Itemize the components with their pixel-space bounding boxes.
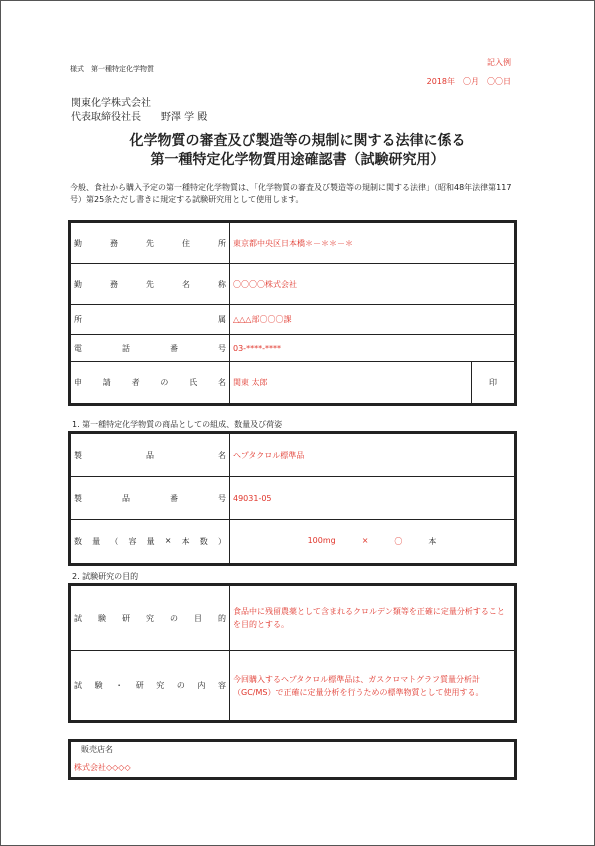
product-table (70, 433, 515, 564)
label-char: 勤 (74, 238, 82, 248)
content-value[interactable]: 今回購入するヘプタクロル標準品は、ガスクロマトグラフ質量分析計（GC/MS）で正確に定量分析を行うための標準物質として使用する。 (230, 651, 515, 721)
label-char: 番 (170, 493, 178, 503)
product-number-label (71, 477, 230, 520)
document-title-line2: 第一種特定化学物質用途確認書（試験研究用） (150, 152, 445, 168)
applicant-table (70, 222, 515, 404)
label-char: 本 (181, 537, 190, 546)
label-char: 務 (110, 279, 118, 289)
label-char: 番 (170, 343, 178, 353)
label-char: の (160, 378, 169, 387)
label-char: 究 (146, 613, 154, 623)
product-name-value[interactable]: ヘプタクロル標準品 (230, 434, 515, 477)
address-value[interactable]: 東京都中央区日本橋＊－＊＊－＊ (230, 223, 515, 264)
content-label (71, 651, 230, 721)
label-char: ） (217, 537, 226, 546)
purpose-value[interactable]: 食品中に残留農薬として含まれるクロルデン類等を正確に定量分析することを目的とする。 (230, 586, 515, 651)
applicant-name-label (71, 362, 230, 404)
quantity-label (71, 520, 230, 564)
label-char: 所 (74, 315, 82, 324)
quantity-amount: 100mg (307, 536, 336, 545)
label-char: （ (110, 537, 119, 546)
label-char: 先 (146, 279, 154, 289)
quantity-count: 〇 (394, 537, 403, 546)
label-char: 験 (98, 613, 106, 623)
label-char: 申 (74, 378, 82, 387)
label-char: 究 (156, 681, 165, 690)
label-char: 研 (122, 613, 130, 623)
label-char: 名 (217, 378, 226, 387)
label-char: 話 (122, 343, 130, 353)
recipient-company: 関東化学株式会社 (71, 98, 151, 109)
quantity-unit: 本 (428, 537, 437, 546)
label-char: 品 (146, 450, 154, 460)
label-char: 氏 (189, 378, 198, 387)
label-char: 目 (194, 613, 202, 623)
label-char: 品 (122, 493, 130, 503)
product-number-value[interactable]: 49031-05 (230, 477, 515, 520)
label-char: 製 (74, 450, 82, 460)
recipient-representative: 代表取締役社長 野澤 学 殿 (71, 112, 208, 123)
label-char: 先 (146, 238, 154, 248)
label-char: 者 (131, 378, 140, 387)
quantity-value[interactable] (230, 520, 515, 564)
employer-label (71, 264, 230, 305)
label-char: 容 (128, 537, 137, 546)
department-value[interactable]: △△△部〇〇〇課 (230, 305, 515, 335)
date: 2018年 〇月 〇〇日 (426, 77, 511, 86)
seal-box[interactable]: 印 (472, 362, 515, 404)
label-char: の (176, 681, 185, 690)
label-char: 名 (182, 279, 190, 289)
phone-value[interactable]: 03-****-**** (230, 335, 515, 362)
label-char: 属 (218, 315, 226, 324)
label-char: 数 (74, 537, 82, 546)
label-char: の (170, 613, 178, 623)
label-char: 量 (92, 537, 101, 546)
label-char: 内 (197, 681, 206, 690)
label-char: ・ (115, 681, 124, 690)
label-char: 的 (218, 613, 226, 623)
product-name-label (71, 434, 230, 477)
form-label: 様式 第一種特定化学物質 (70, 65, 154, 73)
employer-value[interactable]: 〇〇〇〇株式会社 (230, 264, 515, 305)
label-char: 電 (74, 343, 82, 353)
address-label (71, 223, 230, 264)
document-title-line1: 化学物質の審査及び製造等の規制に関する法律に係る (129, 133, 466, 149)
section1-heading: 1. 第一種特定化学物質の商品としての組成、数量及び荷姿 (72, 420, 283, 429)
label-char: 号 (218, 343, 226, 353)
label-char: 製 (74, 493, 82, 503)
label-char: 所 (218, 238, 226, 248)
label-char: 務 (110, 238, 118, 248)
label-char: 称 (218, 279, 226, 289)
dealer-value[interactable]: 株式会社◇◇◇◇ (71, 758, 515, 778)
purpose-label (71, 586, 230, 651)
dealer-table (70, 741, 515, 778)
label-char: × (164, 536, 172, 545)
section2-heading: 2. 試験研究の目的 (72, 572, 139, 581)
label-char: 住 (182, 238, 190, 248)
intro-text: 今般、食社から購入予定の第一種特定化学物質は、「化学物質の審査及び製造等の規制に関する法律」（昭和48年法律第117号）第25条ただし書きに規定する試験研究用として使用します。 (70, 183, 512, 204)
dealer-label: 販売店名 (71, 742, 515, 758)
label-char: 試 (74, 681, 82, 690)
label-char: 研 (135, 681, 144, 690)
phone-label (71, 335, 230, 362)
department-label (71, 305, 230, 335)
label-char: 験 (94, 681, 103, 690)
label-char: 試 (74, 613, 82, 623)
label-char: 勤 (74, 279, 82, 289)
label-char: 号 (218, 493, 226, 503)
label-char: 名 (218, 450, 226, 460)
label-char: 量 (146, 537, 155, 546)
label-char: 容 (217, 681, 226, 690)
quantity-times: × (361, 536, 369, 545)
label-char: 数 (199, 537, 208, 546)
applicant-name-value[interactable]: 関東 太郎 (230, 362, 472, 404)
purpose-table (70, 585, 515, 721)
example-label: 記入例 (487, 58, 511, 67)
label-char: 請 (102, 378, 111, 387)
